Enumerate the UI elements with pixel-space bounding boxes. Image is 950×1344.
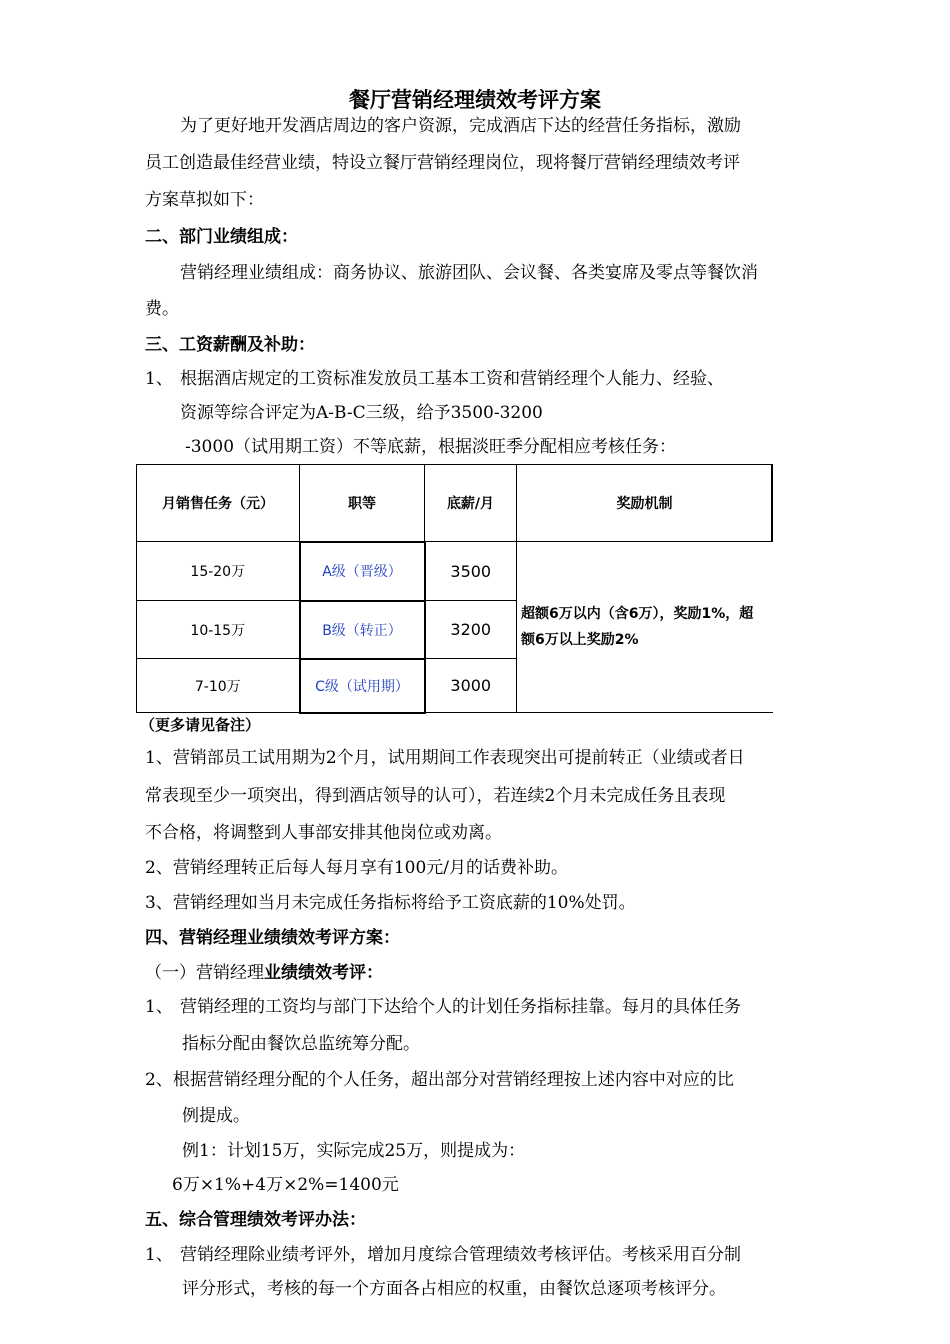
- header-salary: 底薪/月: [425, 465, 517, 542]
- task-cell: 7-10万: [137, 659, 300, 713]
- table-note: （更多请见备注）: [140, 716, 261, 734]
- section-4-item-1-line-2: 指标分配由餐饮总监统筹分配。: [182, 1034, 420, 1054]
- section-4-item-2-line-1: 2、根据营销经理分配的个人任务，超出部分对营销经理按上述内容中对应的比: [145, 1070, 734, 1090]
- table-right-border: [771, 464, 772, 542]
- example-line: 例1：计划15万，实际完成25万，则提成为：: [182, 1141, 526, 1161]
- section-4-item-1-number: 1、: [145, 997, 173, 1017]
- intro-line-2: 员工创造最佳经营业绩，特设立餐厅营销经理岗位，现将餐厅营销经理绩效考评: [145, 153, 740, 173]
- task-cell: 15-20万: [137, 542, 300, 601]
- note-line-2: 常表现至少一项突出，得到酒店领导的认可），若连续2个月未完成任务且表现: [145, 786, 726, 806]
- intro-line-3: 方案草拟如下：: [145, 190, 264, 210]
- section-3-item-1-line-2: 资源等综合评定为A-B-C三级，给予3500-3200: [180, 403, 543, 423]
- section-5-heading: 五、综合管理绩效考评办法：: [145, 1210, 366, 1230]
- header-task: 月销售任务（元）: [137, 465, 300, 542]
- salary-table: [136, 464, 773, 714]
- section-5-item-1-number: 1、: [145, 1245, 173, 1265]
- section-4-subheading-suffix: 业绩绩效考评：: [264, 963, 383, 983]
- formula-line: 6万×1%+4万×2%=1400元: [172, 1175, 399, 1195]
- section-4-subheading-prefix: （一）营销经理: [145, 963, 264, 983]
- intro-line-1: 为了更好地开发酒店周边的客户资源，完成酒店下达的经营任务指标，激励: [180, 116, 741, 136]
- section-4-heading: [145, 927, 400, 949]
- grade-cell: B级（转正）: [300, 601, 425, 659]
- table-row: [137, 542, 773, 601]
- reward-line-1: 超额6万以内（含6万），奖励1%，超: [521, 606, 754, 622]
- section-4-heading-prefix: 四、营销经理: [145, 928, 247, 948]
- section-3-item-1-number: 1、: [145, 369, 173, 389]
- section-2-body-2: 费。: [145, 299, 179, 319]
- section-3-item-1-line-1: 根据酒店规定的工资标准发放员工基本工资和营销经理个人能力、经验、: [180, 369, 724, 389]
- page-title: 餐厅营销经理绩效考评方案: [349, 87, 601, 112]
- note-line-3: 不合格，将调整到人事部安排其他岗位或劝离。: [145, 823, 502, 843]
- section-4-item-2-line-2: 例提成。: [182, 1106, 250, 1126]
- section-5-item-1-line-1: 营销经理除业绩考评外，增加月度综合管理绩效考核评估。考核采用百分制: [180, 1245, 741, 1265]
- salary-cell: 3500: [425, 542, 517, 601]
- section-3-item-1-line-3: -3000（试用期工资）不等底薪，根据淡旺季分配相应考核任务：: [185, 437, 677, 457]
- note-line-1: 1、营销部员工试用期为2个月，试用期间工作表现突出可提前转正（业绩或者日: [145, 748, 745, 768]
- section-2-heading: 二、部门业绩组成：: [145, 227, 298, 247]
- salary-cell: 3200: [425, 601, 517, 659]
- section-2-body-1: 营销经理业绩组成：商务协议、旅游团队、会议餐、各类宴席及零点等餐饮消: [180, 263, 758, 283]
- section-4-item-1-line-1: 营销经理的工资均与部门下达给个人的计划任务指标挂靠。每月的具体任务: [180, 997, 741, 1017]
- header-grade: 职等: [300, 465, 425, 542]
- section-3-heading: 三、工资薪酬及补助：: [145, 335, 315, 355]
- table-header-row: [137, 465, 773, 542]
- grade-cell: C级（试用期）: [300, 659, 425, 713]
- section-5-item-1-line-2: 评分形式，考核的每一个方面各占相应的权重，由餐饮总逐项考核评分。: [182, 1279, 726, 1299]
- reward-line-2: 额6万以上奖励2%: [521, 632, 639, 648]
- section-4-heading-suffix: 业绩绩效考评方案：: [247, 928, 400, 948]
- note-line-4: 2、营销经理转正后每人每月享有100元/月的话费补助。: [145, 858, 568, 878]
- note-line-5: 3、营销经理如当月未完成任务指标将给予工资底薪的10%处罚。: [145, 893, 636, 913]
- section-4-subheading: [145, 962, 383, 984]
- salary-cell: 3000: [425, 659, 517, 713]
- task-cell: 10-15万: [137, 601, 300, 659]
- grade-cell: A级（晋级）: [300, 542, 425, 601]
- header-reward: 奖励机制: [517, 465, 773, 542]
- reward-cell: [517, 542, 773, 713]
